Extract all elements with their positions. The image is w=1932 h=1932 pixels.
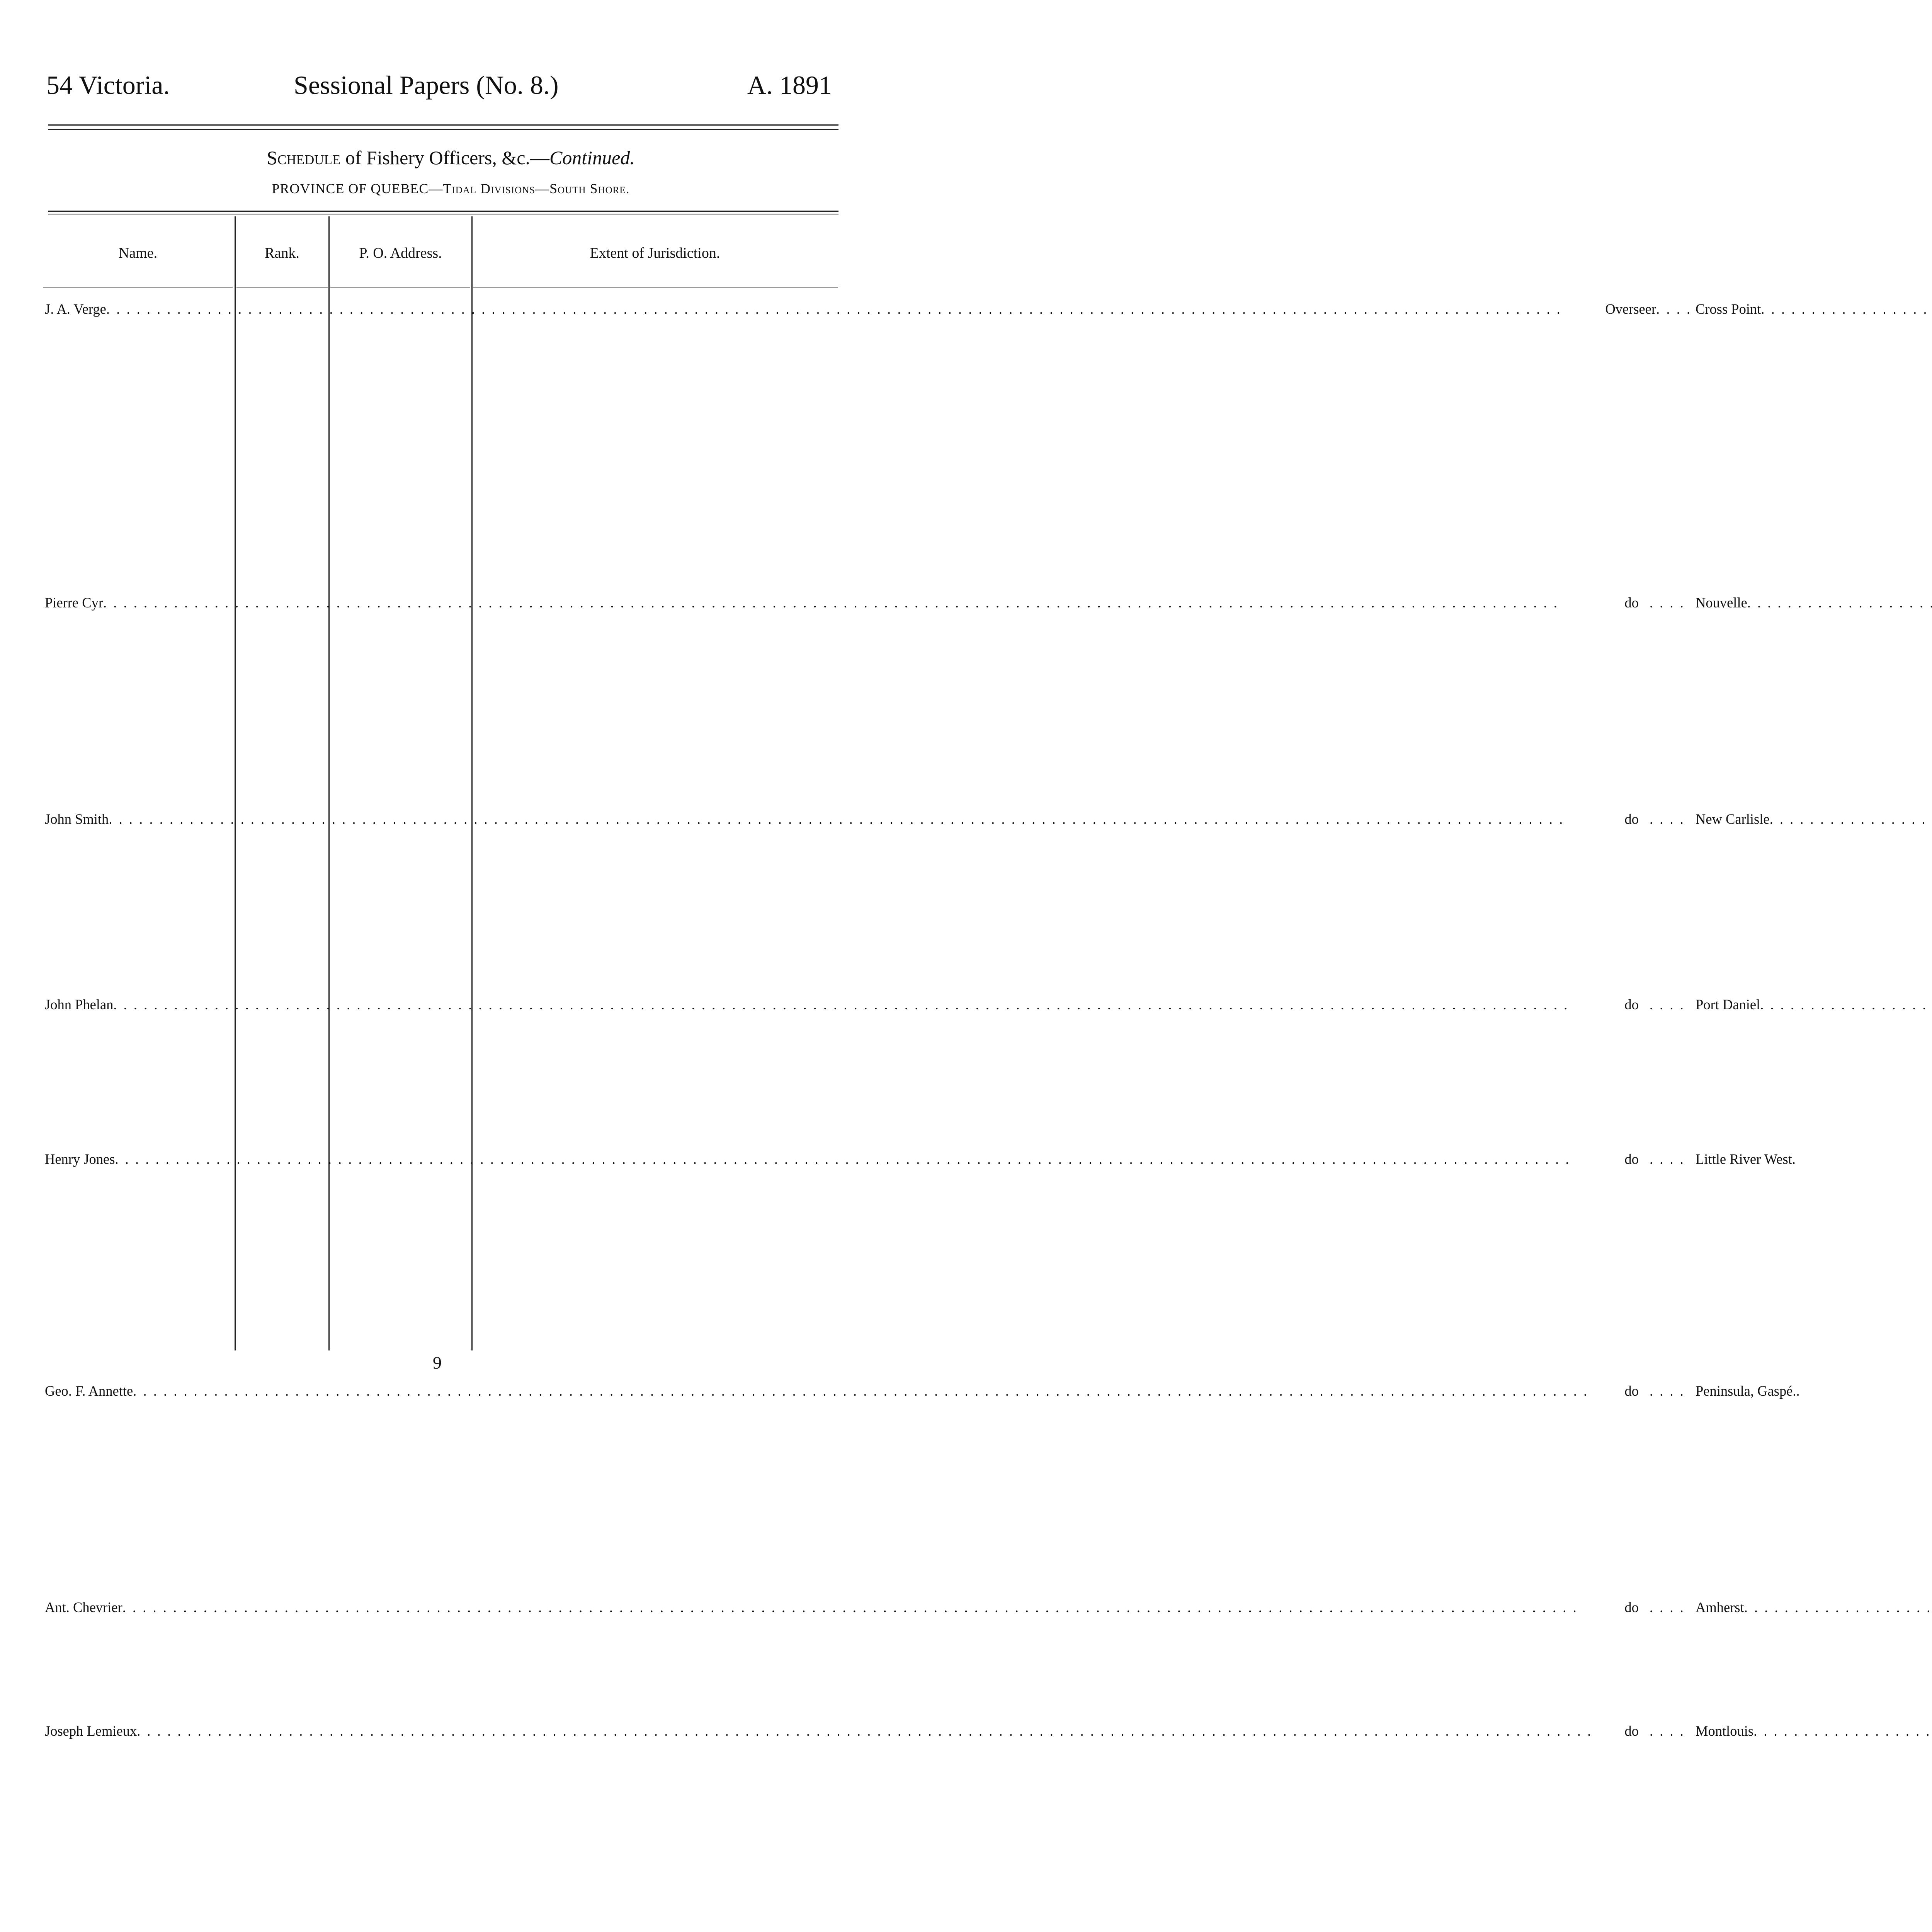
officer-name-cell (45, 1383, 1601, 1399)
address-cell (1692, 1600, 1932, 1615)
address-cell (1692, 301, 1932, 317)
address-cell (1692, 595, 1932, 611)
officer-name-cell (45, 301, 1601, 317)
schedule-word: Schedule (267, 147, 341, 168)
officer-name-cell (45, 811, 1601, 827)
officer-address: Cross Point (1696, 301, 1761, 317)
column-header-name: Name. (118, 245, 158, 261)
table-row (43, 301, 1932, 595)
officer-name: J. A. Verge (45, 301, 106, 317)
running-header-right: A. 1891 (747, 70, 832, 100)
rank-cell: do . . . . (1601, 1723, 1692, 1739)
header-rule-top (48, 124, 838, 126)
officer-name: Joseph Lemieux (45, 1723, 137, 1739)
officer-name: John Smith (45, 811, 109, 827)
officer-name-cell (45, 595, 1601, 611)
table-row (43, 1723, 1932, 1932)
officer-name-cell (45, 997, 1601, 1012)
running-header-center: Sessional Papers (No. 8.) (294, 70, 559, 100)
table-row (43, 811, 1932, 997)
running-header-left: 54 Victoria. (46, 70, 170, 100)
column-header-address: P. O. Address. (359, 245, 442, 261)
province-label: PROVINCE OF QUEBEC— (272, 181, 443, 196)
column-header-extent: Extent of Jurisdiction. (590, 245, 720, 261)
officer-name-cell (45, 1600, 1601, 1615)
rank-cell: do . . . . (1601, 1383, 1692, 1399)
officer-address: New Carlisle (1696, 811, 1770, 827)
page-number: 9 (433, 1353, 442, 1372)
table-row (43, 1600, 1932, 1723)
rank-cell: do . . . . (1601, 1151, 1692, 1167)
officer-rank: do (1624, 1151, 1639, 1167)
officer-rank: do (1624, 811, 1639, 827)
officer-address: Nouvelle (1696, 595, 1747, 611)
officer-rank: do (1624, 1383, 1639, 1399)
officer-address: Little River West. (1696, 1151, 1796, 1167)
divisions-label: Tidal Divisions—South Shore. (443, 181, 630, 196)
officer-rank: do (1624, 1599, 1639, 1615)
rank-cell: do . . . . (1601, 811, 1692, 827)
officer-rank: Overseer (1605, 301, 1656, 317)
header-rule-bottom (48, 129, 838, 130)
officer-address: Montlouis (1696, 1723, 1754, 1739)
officer-name: John Phelan (45, 997, 114, 1012)
schedule-rest: of Fishery Officers, &c.— (340, 147, 549, 168)
officer-rank: do (1624, 1723, 1639, 1739)
officer-address: Port Daniel (1696, 997, 1760, 1012)
officer-rank: do (1624, 595, 1639, 611)
rank-cell: do . . . . (1601, 997, 1692, 1012)
officer-address: Peninsula, Gaspé.. (1696, 1383, 1800, 1399)
address-cell (1692, 811, 1932, 827)
table-row (43, 997, 1932, 1151)
officer-rank: do (1624, 997, 1639, 1012)
table-top-rule (48, 211, 838, 212)
officer-name: Pierre Cyr (45, 595, 104, 611)
table-row (43, 1383, 1932, 1600)
table-row (43, 595, 1932, 811)
province-subtitle (0, 180, 901, 197)
table-row (43, 1151, 1932, 1383)
address-cell (1692, 1723, 1932, 1739)
officer-name: Ant. Chevrier (45, 1599, 122, 1615)
officer-name-cell (45, 1151, 1601, 1167)
officers-table (43, 301, 1932, 1932)
rank-cell: Overseer . . . . (1601, 301, 1692, 317)
officer-name: Geo. F. Annette (45, 1383, 133, 1399)
officer-name: Henry Jones (45, 1151, 115, 1167)
officer-address: Amherst (1696, 1599, 1744, 1615)
schedule-title (0, 146, 901, 169)
officer-name-cell (45, 1723, 1601, 1739)
column-header-rank: Rank. (265, 245, 299, 261)
rank-cell: do . . . . (1601, 1600, 1692, 1615)
continued-label: Continued. (549, 147, 635, 168)
rank-cell: do . . . . (1601, 595, 1692, 611)
address-cell (1692, 997, 1932, 1012)
